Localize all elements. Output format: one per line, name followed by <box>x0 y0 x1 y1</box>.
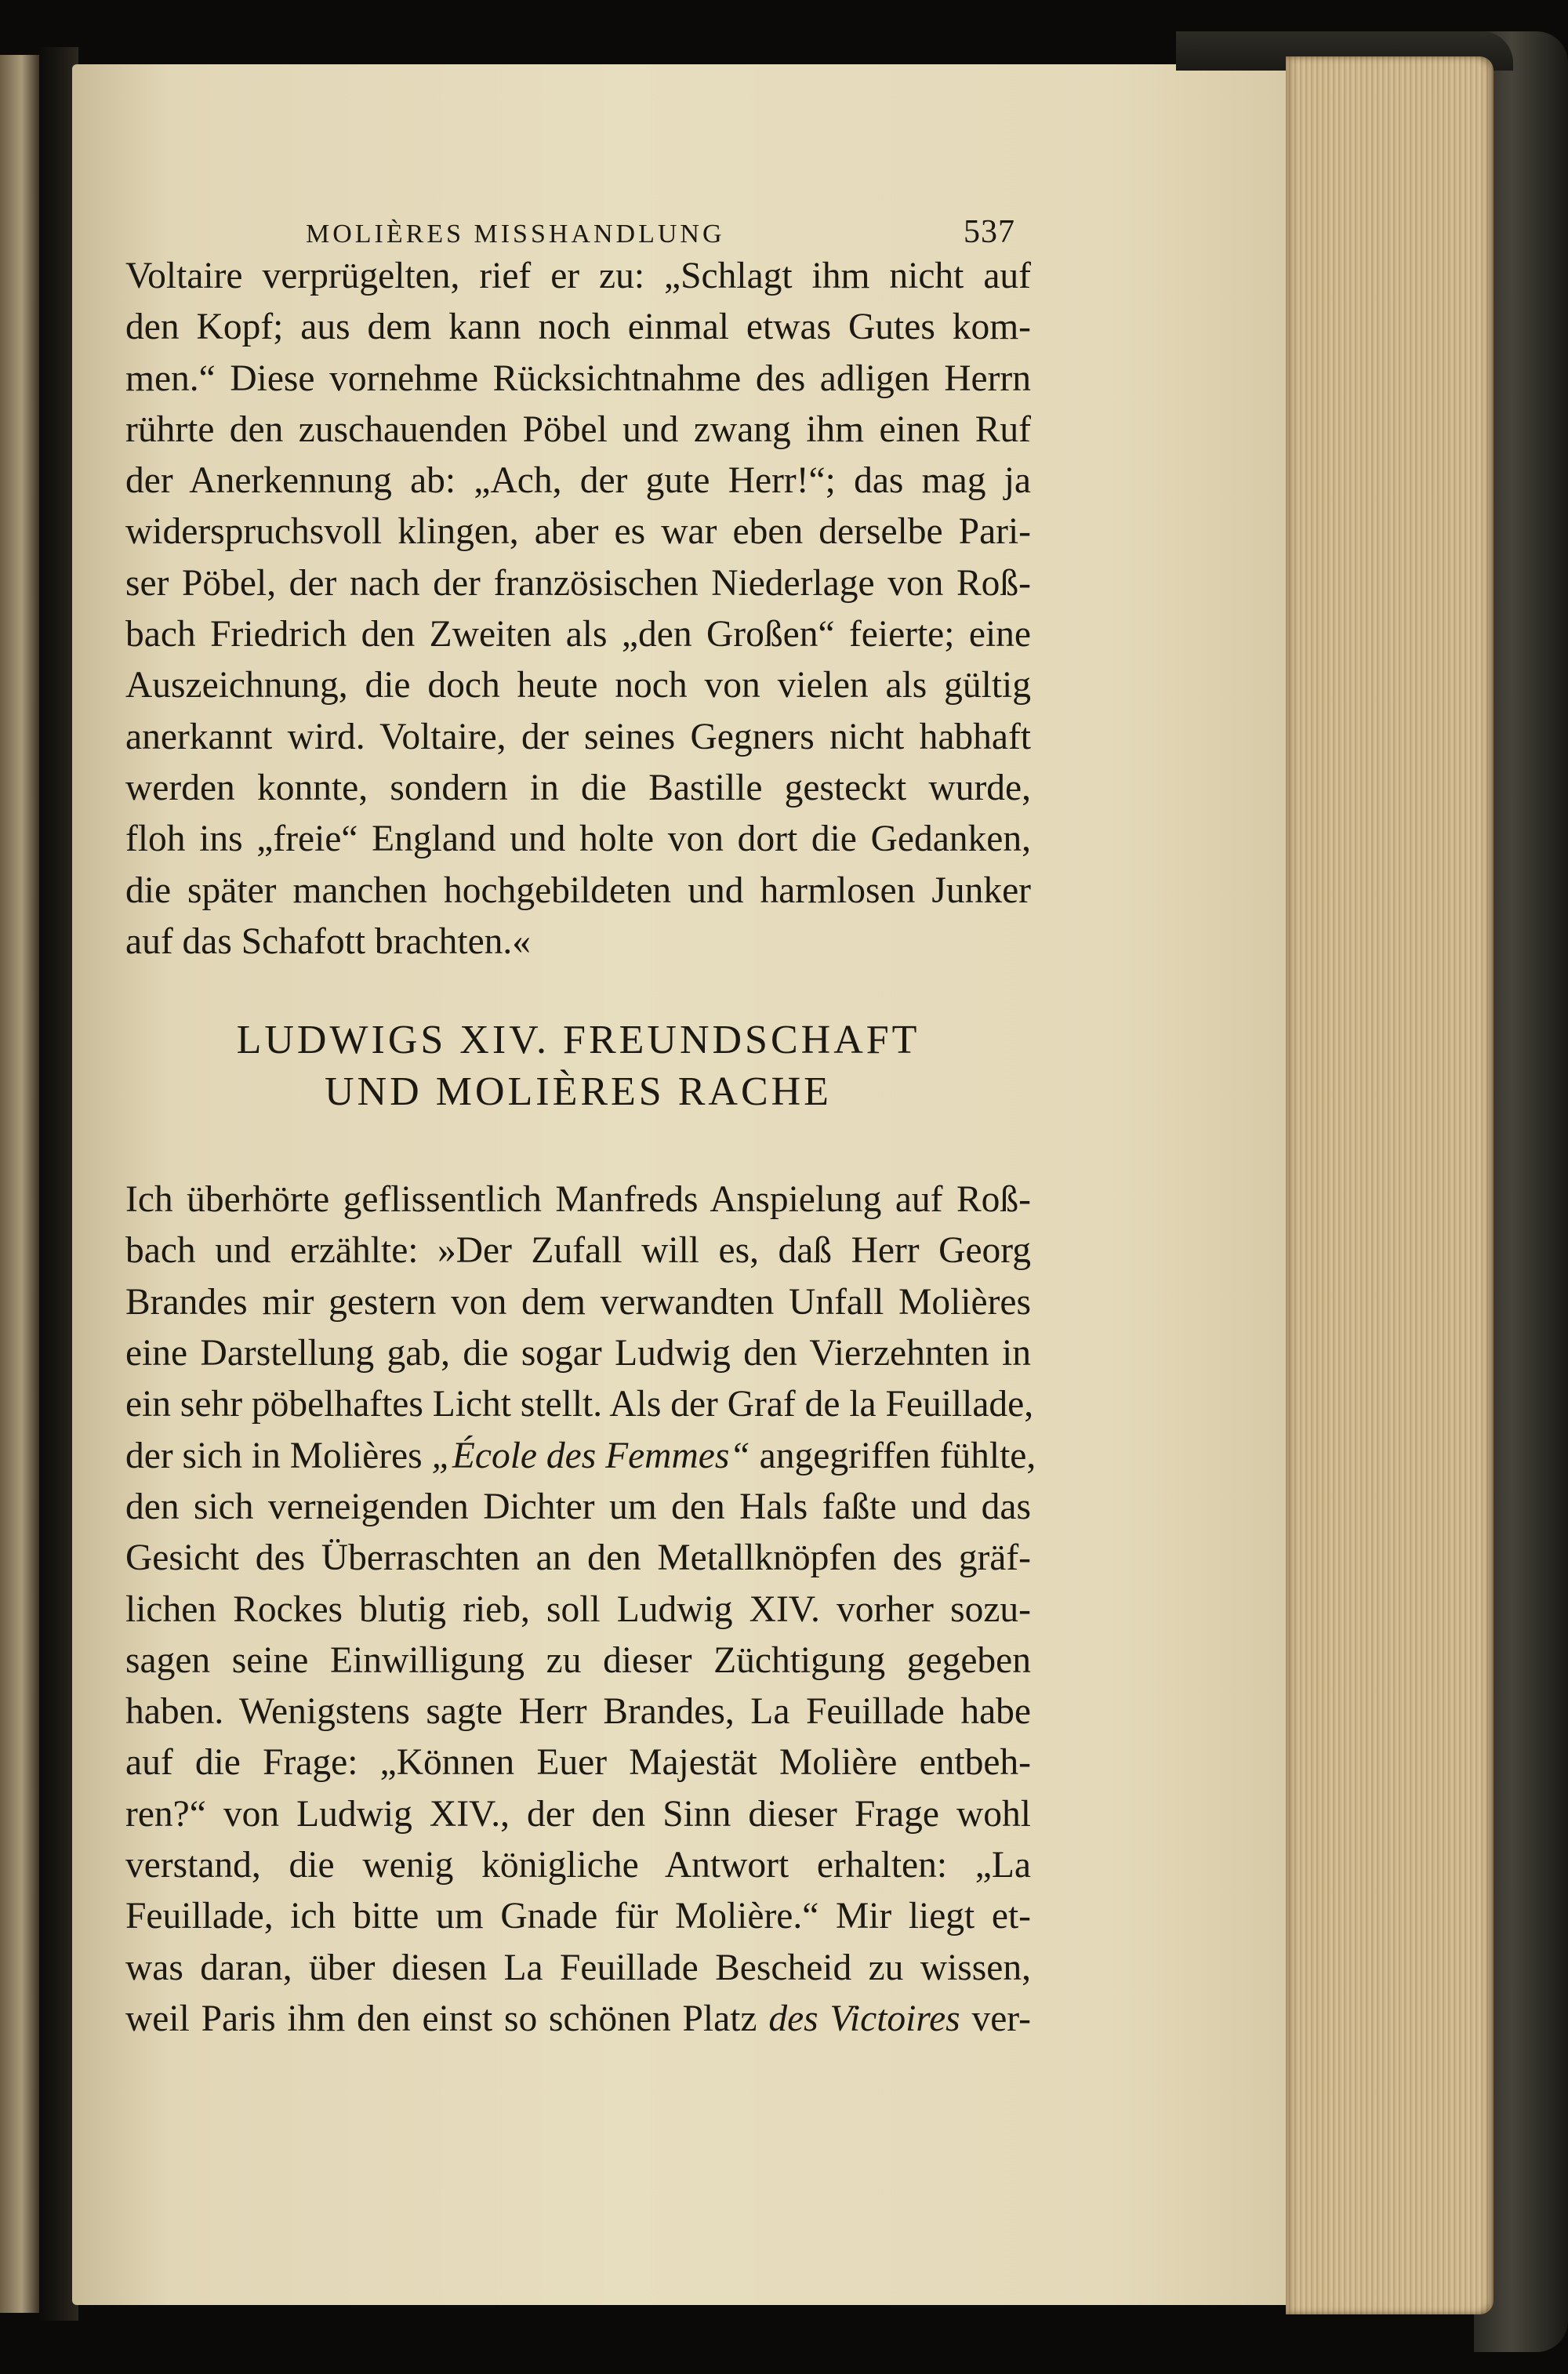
text-line: auf das Schafott brachten.« <box>125 920 532 962</box>
text-line: den Kopf; aus dem kann noch einmal etwas Gutes kom- <box>125 307 1031 348</box>
text-line: ein sehr pöbelhaftes Licht stellt. Als der Graf de la Feuillade, <box>125 1384 1034 1425</box>
running-head-title: MOLIÈRES MISSHANDLUNG <box>306 220 725 249</box>
text-fragment: der sich in Molières <box>125 1435 432 1476</box>
paragraph-1 <box>125 251 1031 967</box>
running-head <box>125 204 1031 251</box>
text-line: werden konnte, sondern in die Bastille gesteckt wurde, <box>125 767 1031 808</box>
text-line: sagen seine Einwilligung zu dieser Züchtigung gegeben <box>125 1639 1031 1681</box>
text-line: widerspruchsvoll klingen, aber es war eben derselbe Pari- <box>125 511 1031 553</box>
text-line: Ich überhörte geflissentlich Manfreds Anspielung auf Roß- <box>125 1179 1031 1221</box>
text-line <box>125 1994 1031 2045</box>
italic-title: „École des Femmes“ <box>431 1435 750 1476</box>
section-heading-line-1: LUDWIGS XIV. FREUNDSCHAFT <box>236 1018 920 1063</box>
text-fragment: ver- <box>960 1998 1031 2039</box>
text-line: haben. Wenigstens sagte Herr Brandes, La Feuillade habe <box>125 1691 1031 1733</box>
text-line <box>125 1431 1036 1482</box>
text-line: verstand, die wenig königliche Antwort erhalten: „La <box>125 1845 1031 1886</box>
text-line: bach Friedrich den Zweiten als „den Großen“ feierte; eine <box>125 614 1031 655</box>
section-heading <box>125 1015 1031 1118</box>
text-line: bach und erzählte: »Der Zufall will es, daß Herr Georg <box>125 1230 1031 1272</box>
text-fragment: angegriffen fühlte, <box>750 1435 1036 1476</box>
text-line: eine Darstellung gab, die sogar Ludwig den Vierzehnten in <box>125 1333 1031 1374</box>
text-line: floh ins „freie“ England und holte von dort die Gedanken, <box>125 819 1031 860</box>
italic-place-name: des Victoires <box>768 1998 960 2039</box>
text-line: Feuillade, ich bitte um Gnade für Molière.“ Mir liegt et- <box>125 1896 1031 1937</box>
text-line: was daran, über diesen La Feuillade Bescheid zu wissen, <box>125 1947 1031 1988</box>
text-line: rührte den zuschauenden Pöbel und zwang ihm einen Ruf <box>125 408 1031 450</box>
text-line: die später manchen hochgebildeten und harmlosen Junker <box>125 869 1031 911</box>
text-line: Voltaire verprügelten, rief er zu: „Schlagt ihm nicht auf <box>125 256 1031 296</box>
text-fragment: weil Paris ihm den einst so schönen Platz <box>125 1998 769 2039</box>
text-line: Auszeichnung, die doch heute noch von vielen als gültig <box>125 665 1031 706</box>
text-line: Brandes mir gestern von dem verwandten Unfall Molières <box>125 1281 1031 1323</box>
text-line: lichen Rockes blutig rieb, soll Ludwig XIV. vorher sozu- <box>125 1588 1031 1630</box>
page-number: 537 <box>964 214 1015 250</box>
page-edges-stack <box>1286 56 1494 2314</box>
text-line: anerkannt wird. Voltaire, der seines Gegners nicht habhaft <box>125 716 1031 757</box>
page-text <box>125 204 1036 2045</box>
text-line: Gesicht des Überraschten an den Metallknöpfen des gräf- <box>125 1537 1031 1579</box>
text-line: der Anerkennung ab: „Ach, der gute Herr!“; das mag ja <box>125 460 1031 502</box>
left-page-sliver <box>0 55 39 2313</box>
text-line: men.“ Diese vornehme Rücksichtnahme des adligen Herrn <box>125 358 1031 399</box>
paragraph-2 <box>125 1174 1036 2045</box>
section-heading-line-2: UND MOLIÈRES RACHE <box>325 1069 832 1115</box>
text-line: ren?“ von Ludwig XIV., der den Sinn dieser Frage wohl <box>125 1793 1031 1835</box>
text-line: ser Pöbel, der nach der französischen Niederlage von Roß- <box>125 562 1031 604</box>
text-line: auf die Frage: „Können Euer Majestät Molière entbeh- <box>125 1742 1031 1784</box>
text-line: den sich verneigenden Dichter um den Hals faßte und das <box>125 1486 1031 1527</box>
